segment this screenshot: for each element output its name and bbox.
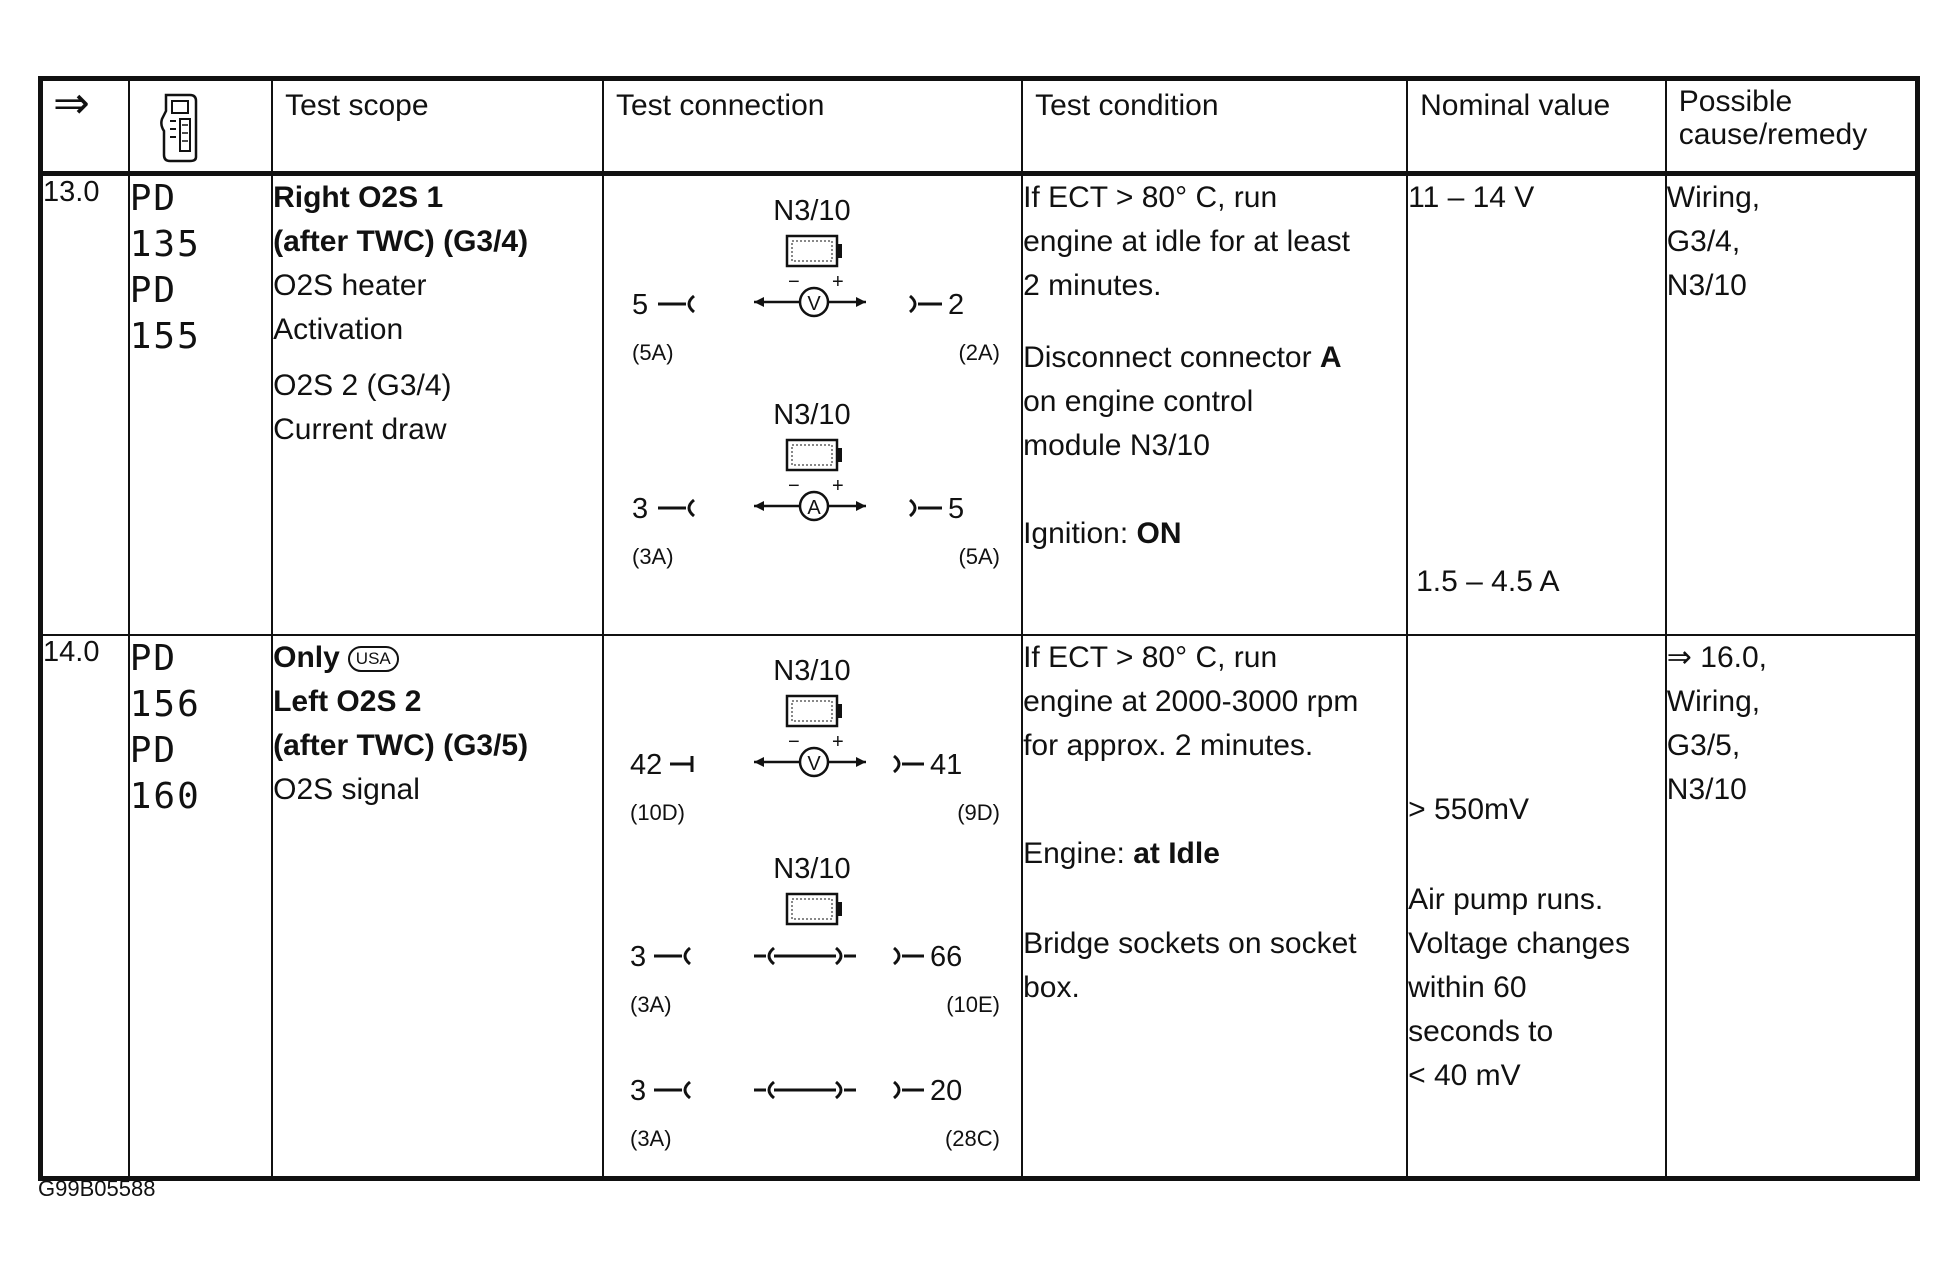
pin-left: 3 — [631, 493, 649, 525]
condition-line: Bridge sockets on socket — [1023, 927, 1357, 960]
header-possible-cause: Possible cause/remedy — [1666, 79, 1918, 174]
fault-code: PD 156 — [129, 638, 201, 725]
row-number: 13.0 — [41, 174, 129, 636]
nominal-value — [1407, 635, 1666, 1179]
voltmeter-icon — [754, 731, 866, 776]
ammeter-icon — [754, 475, 866, 520]
pin-left: 3 — [629, 1075, 647, 1107]
pin-right-sub: (2A) — [958, 340, 1000, 365]
cause-line: ⇒ 16.0, — [1666, 641, 1767, 674]
scope-line: O2S heater — [273, 269, 427, 302]
socket-box-icon — [787, 440, 842, 470]
condition-line: module N3/10 — [1023, 429, 1210, 462]
row-number: 14.0 — [41, 635, 129, 1179]
nominal-line: Voltage changes — [1408, 927, 1630, 960]
cause-line: Wiring, — [1666, 685, 1761, 718]
fault-code: PD 155 — [129, 270, 201, 357]
pin-left: 3 — [629, 941, 647, 973]
header-row — [41, 79, 1918, 174]
cause-line: G3/4, — [1666, 225, 1741, 258]
svg-text:+: + — [831, 271, 844, 293]
test-condition — [1022, 174, 1407, 636]
table-row — [41, 174, 1918, 636]
test-scope — [272, 635, 603, 1179]
nominal-line: 11 – 14 V — [1408, 181, 1535, 214]
scope-line: Right O2S 1 — [273, 181, 444, 214]
pin-left: 42 — [629, 749, 663, 781]
svg-text:A: A — [807, 497, 821, 519]
header-test-connection: Test connection — [603, 79, 1022, 174]
pin-right-sub: (28C) — [944, 1126, 1000, 1151]
fault-code: PD 160 — [129, 730, 201, 817]
connection-1 — [630, 655, 1000, 825]
pin-left-sub: (3A) — [629, 992, 672, 1017]
condition-line: for approx. 2 minutes. — [1023, 729, 1314, 762]
header-arrow — [41, 79, 129, 174]
svg-text:V: V — [807, 293, 821, 315]
possible-cause — [1666, 635, 1918, 1179]
diagnostic-table — [38, 76, 1920, 1181]
test-condition — [1022, 635, 1407, 1179]
condition-line: Ignition: ON — [1023, 517, 1182, 550]
scope-line: (after TWC) (G3/4) — [273, 225, 529, 258]
connection-diagram — [604, 176, 1022, 634]
nominal-value — [1407, 174, 1666, 636]
condition-line: If ECT > 80° C, run — [1023, 641, 1278, 674]
module-label: N3/10 — [773, 195, 851, 227]
condition-line: engine at 2000-3000 rpm — [1023, 685, 1359, 718]
cause-line: N3/10 — [1666, 773, 1747, 806]
pin-left-sub: (3A) — [629, 1126, 672, 1151]
module-label: N3/10 — [773, 399, 851, 431]
pin-right: 66 — [929, 941, 963, 973]
scope-line: Only USA — [273, 636, 602, 680]
nominal-line: > 550mV — [1408, 793, 1530, 826]
pin-left: 5 — [631, 289, 649, 321]
pin-right-sub: (5A) — [958, 544, 1000, 569]
nominal-line: < 40 mV — [1408, 1059, 1521, 1092]
cause-line: Wiring, — [1666, 181, 1761, 214]
condition-line: engine at idle for at least — [1023, 225, 1350, 258]
module-label: N3/10 — [773, 853, 851, 885]
header-test-scope: Test scope — [272, 79, 603, 174]
voltmeter-icon — [754, 271, 866, 316]
nominal-line: seconds to — [1408, 1015, 1554, 1048]
cause-line: N3/10 — [1666, 269, 1747, 302]
scope-line: Left O2S 2 — [273, 685, 422, 718]
svg-text:−: − — [787, 271, 800, 293]
condition-line: If ECT > 80° C, run — [1023, 181, 1278, 214]
socket-box-icon — [787, 894, 842, 924]
figure-id: G99B05588 — [38, 1176, 156, 1201]
svg-text:−: − — [787, 475, 800, 497]
pin-right-sub: (10E) — [946, 992, 1000, 1017]
arrow-icon: ⇒ — [53, 79, 90, 128]
pin-right: 41 — [929, 749, 963, 781]
test-connection — [603, 635, 1022, 1179]
svg-text:+: + — [831, 475, 844, 497]
test-scope — [272, 174, 603, 636]
nominal-line: 1.5 – 4.5 A — [1416, 565, 1560, 598]
condition-line: Engine: at Idle — [1023, 837, 1220, 870]
fault-codes — [129, 174, 272, 636]
connection-1 — [632, 195, 1000, 365]
scope-line: Current draw — [273, 413, 447, 446]
scope-line: (after TWC) (G3/5) — [273, 729, 529, 762]
scope-line: O2S 2 (G3/4) — [273, 369, 452, 402]
header-tester — [129, 79, 272, 174]
bridge-icon — [754, 1082, 856, 1098]
scope-line: Activation — [273, 313, 404, 346]
pin-right: 20 — [929, 1075, 963, 1107]
socket-box-icon — [787, 696, 842, 726]
svg-text:+: + — [831, 731, 844, 753]
bridge-icon — [754, 948, 856, 964]
pin-left-sub: (5A) — [631, 340, 674, 365]
connection-2 — [632, 399, 1000, 569]
pin-right: 5 — [947, 493, 965, 525]
possible-cause — [1666, 174, 1918, 636]
pin-right-sub: (9D) — [957, 800, 1000, 825]
test-connection — [603, 174, 1022, 636]
condition-line: Disconnect connector A — [1023, 341, 1342, 374]
scope-line: O2S signal — [273, 773, 420, 806]
table-row — [41, 635, 1918, 1179]
svg-text:V: V — [807, 753, 821, 775]
nominal-line: Air pump runs. — [1408, 883, 1604, 916]
condition-line: 2 minutes. — [1023, 269, 1162, 302]
pin-left-sub: (10D) — [629, 800, 685, 825]
connection-3 — [630, 1075, 1000, 1151]
svg-text:−: − — [787, 731, 800, 753]
usa-badge: USA — [348, 646, 399, 672]
connection-2 — [630, 853, 1000, 1017]
tester-icon — [156, 91, 216, 163]
header-nominal-value: Nominal value — [1407, 79, 1666, 174]
header-test-condition: Test condition — [1022, 79, 1407, 174]
connection-diagram — [604, 636, 1022, 1176]
condition-line: on engine control — [1023, 385, 1254, 418]
pin-left-sub: (3A) — [631, 544, 674, 569]
fault-code: PD 135 — [129, 178, 201, 265]
nominal-line: within 60 — [1408, 971, 1527, 1004]
cause-line: G3/5, — [1666, 729, 1741, 762]
condition-line: box. — [1023, 971, 1080, 1004]
pin-right: 2 — [947, 289, 965, 321]
socket-box-icon — [787, 236, 842, 266]
module-label: N3/10 — [773, 655, 851, 687]
fault-codes — [129, 635, 272, 1179]
